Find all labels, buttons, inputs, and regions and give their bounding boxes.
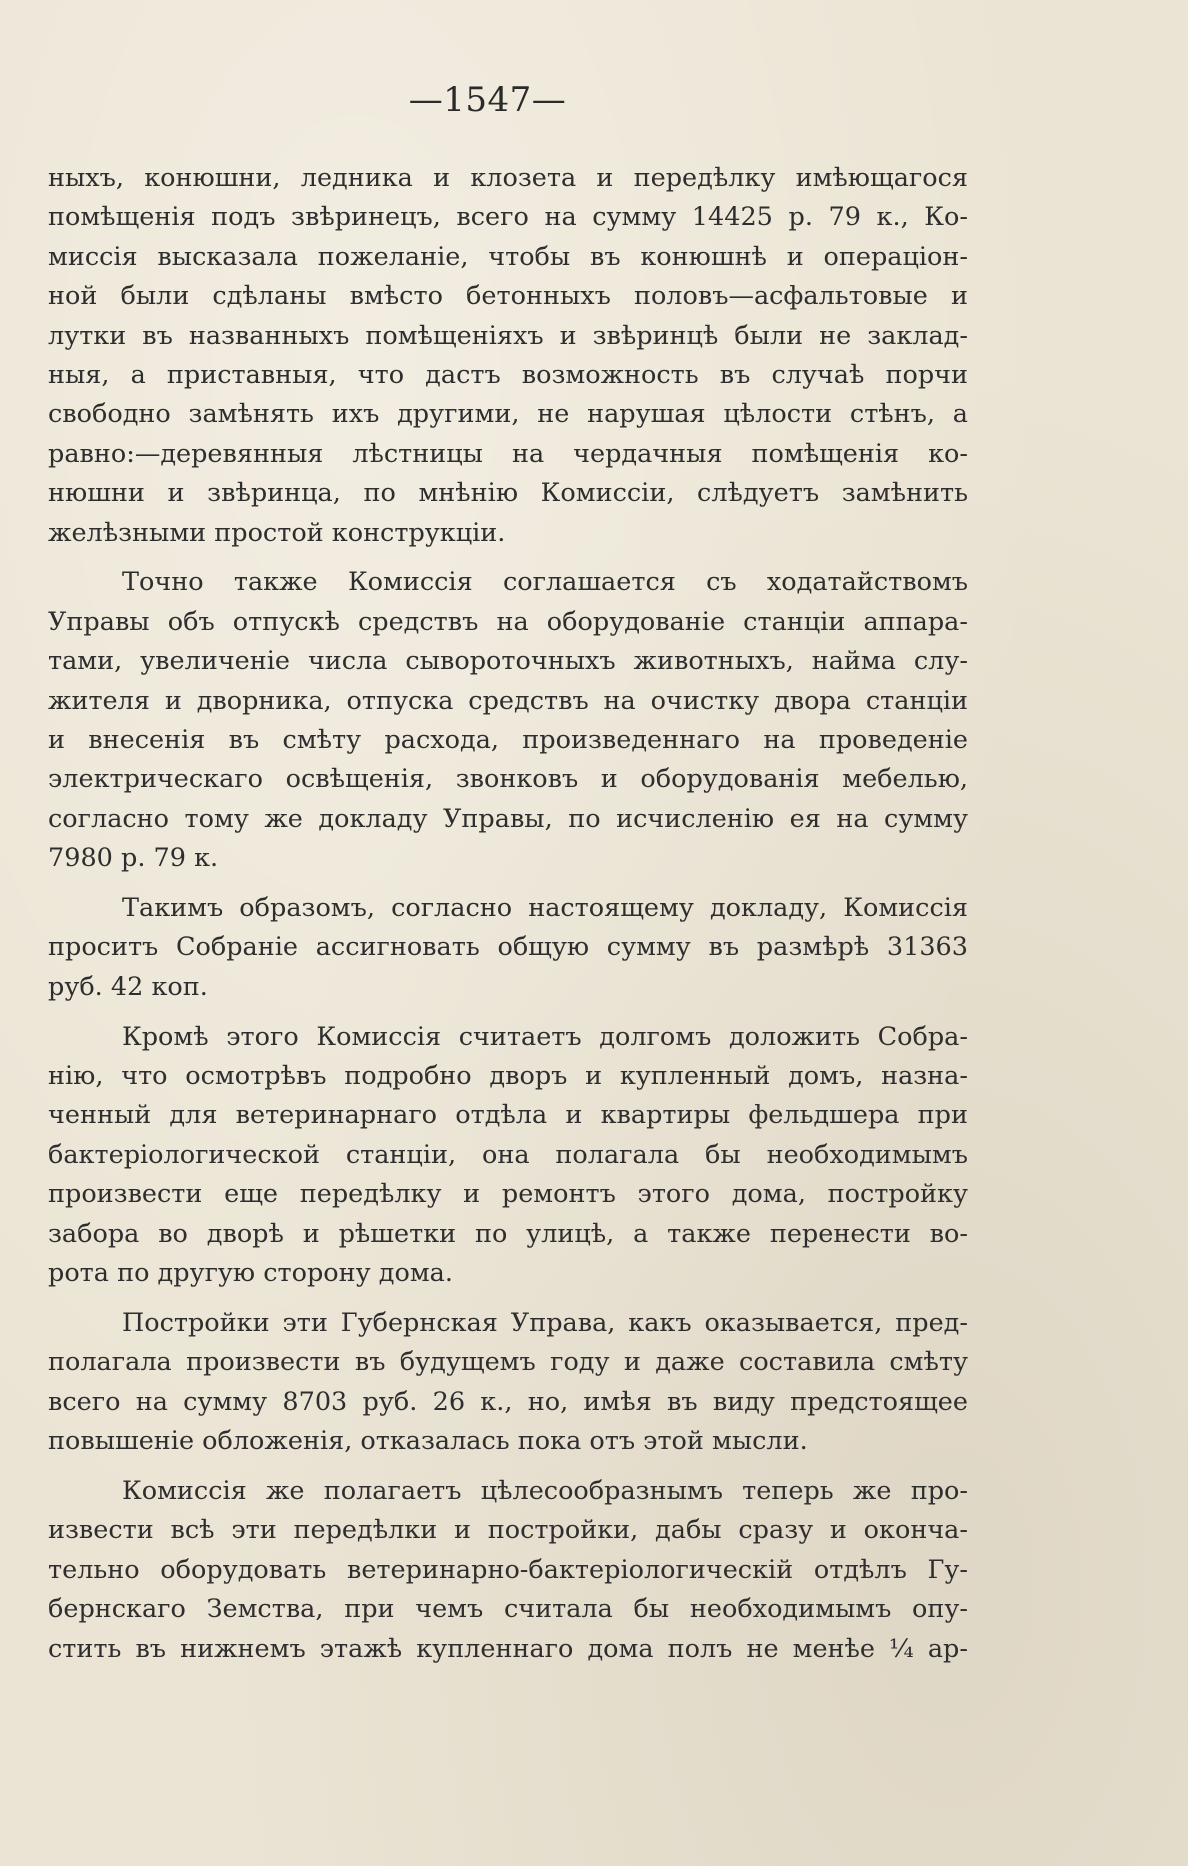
text-line: Такимъ образомъ, согласно настоящему докладу, Комиссія — [122, 893, 968, 924]
text-line: электрическаго освѣщенія, звонковъ и оборудованія мебелью, — [48, 764, 968, 795]
paragraph — [48, 563, 968, 878]
text-line: Кромѣ этого Комиссія считаетъ долгомъ доложить Собра- — [122, 1021, 968, 1052]
text-line: Точно также Комиссія соглашается съ ходатайствомъ — [122, 567, 968, 598]
text-line: Комиссія же полагаетъ цѣлесообразнымъ теперь же про- — [122, 1476, 968, 1506]
paragraph — [48, 1472, 968, 1669]
text-line: помѣщенія подъ звѣринецъ, всего на сумму 14425 р. 79 к., Ко- — [48, 202, 968, 233]
page-number: —1547— — [408, 80, 567, 120]
text-line: ныя, а приставныя, что дастъ возможность въ случаѣ порчи — [48, 359, 968, 390]
text-line: проситъ Собраніе ассигновать общую сумму въ размѣрѣ 31363 — [48, 932, 968, 963]
paragraph — [48, 159, 968, 553]
text-line: и внесенія въ смѣту расхода, произведеннаго на проведеніе — [48, 724, 968, 755]
text-line: руб. 42 коп. — [48, 971, 208, 1002]
text-line: желѣзными простой конструкціи. — [48, 517, 506, 548]
text-line: нюшни и звѣринца, по мнѣнію Комиссіи, слѣдуетъ замѣнить — [48, 478, 968, 509]
text-line: произвести еще передѣлку и ремонтъ этого дома, постройку — [48, 1179, 968, 1210]
text-line: бактеріологической станціи, она полагала бы необходимымъ — [48, 1139, 968, 1170]
text-line: нію, что осмотрѣвъ подробно дворъ и купленный домъ, назна- — [48, 1061, 968, 1092]
text-line: согласно тому же докладу Управы, по исчисленію ея на сумму — [48, 803, 968, 834]
text-line: повышеніе обложенія, отказалась пока отъ этой мысли. — [48, 1426, 808, 1457]
text-line: тельно оборудовать ветеринарно-бактеріологическій отдѣлъ Гу- — [48, 1554, 968, 1585]
text-line: бернскаго Земства, при чемъ считала бы необходимымъ опу- — [48, 1594, 968, 1625]
text-line: всего на сумму 8703 руб. 26 к., но, имѣя въ виду предстоящее — [48, 1386, 968, 1417]
text-line: свободно замѣнять ихъ другими, не нарушая цѣлости стѣнъ, а — [48, 399, 968, 430]
text-line: стить въ нижнемъ этажѣ купленнаго дома полъ не менѣе ¼ ар- — [48, 1633, 968, 1664]
text-line: тами, увеличеніе числа сывороточныхъ животныхъ, найма слу- — [48, 646, 968, 677]
text-line: ной были сдѣланы вмѣсто бетонныхъ половъ—асфальтовые и — [48, 281, 968, 312]
text-line: Управы объ отпускѣ средствъ на оборудованіе станціи аппара- — [48, 606, 968, 637]
text-line: извести всѣ эти передѣлки и постройки, дабы сразу и оконча- — [48, 1515, 968, 1546]
paragraph — [48, 1304, 968, 1462]
text-line: лутки въ названныхъ помѣщеніяхъ и звѣринцѣ были не заклад- — [48, 320, 968, 351]
text-line: ныхъ, конюшни, ледника и клозета и передѣлку имѣющагося — [48, 163, 968, 193]
text-line: миссія высказала пожеланіе, чтобы въ конюшнѣ и операціон- — [48, 241, 968, 272]
text-line: жителя и дворника, отпуска средствъ на очистку двора станціи — [48, 685, 968, 716]
text-line: забора во дворѣ и рѣшетки по улицѣ, а также перенести во- — [48, 1218, 968, 1249]
text-line: ченный для ветеринарнаго отдѣла и квартиры фельдшера при — [48, 1100, 968, 1131]
text-line: Постройки эти Губернская Управа, какъ оказывается, пред- — [122, 1307, 968, 1338]
paragraph — [48, 1018, 968, 1294]
text-line: рота по другую сторону дома. — [48, 1258, 453, 1289]
text-line: 7980 р. 79 к. — [48, 843, 219, 874]
text-line: полагала произвести въ будущемъ году и даже составила смѣту — [48, 1347, 968, 1378]
paragraph — [48, 889, 968, 1007]
text-line: равно:—деревянныя лѣстницы на чердачныя помѣщенія ко- — [48, 438, 968, 469]
body-text — [48, 159, 968, 1669]
